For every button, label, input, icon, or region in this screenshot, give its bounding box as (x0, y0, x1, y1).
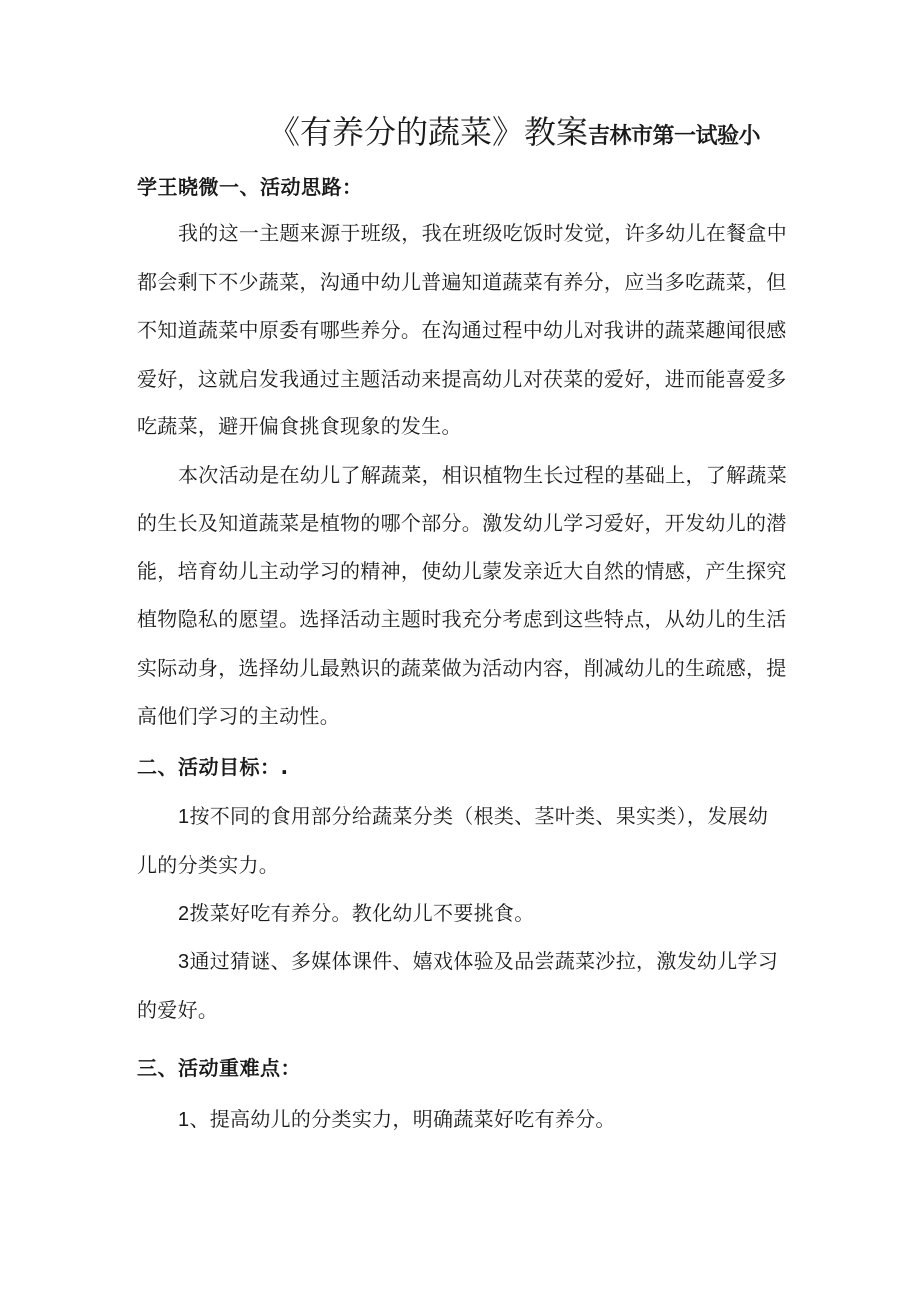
paragraph-line: 吃蔬菜，避开偏食挑食现象的发生。 (137, 414, 462, 438)
section-2-heading: 二、活动目标：. (137, 755, 289, 779)
keypoint-item-1 (178, 1104, 788, 1135)
paragraph-line: 我的这一主题来源于班级，我在班级吃饭时发觉，许多幼儿在餐盒中 (178, 221, 787, 245)
paragraph-line: 爱好，这就启发我通过主题活动来提高幼儿对茯菜的爱好，进而能喜爱多 (137, 367, 787, 391)
goal-item-1 (178, 801, 788, 832)
goal-text: 按不同的食用部分给蔬菜分类（根类、茎叶类、果实类），发展幼 (189, 804, 769, 828)
section-3-heading: 三、活动重难点： (137, 1056, 301, 1080)
goal-item-2 (178, 898, 788, 929)
keypoint-number: 1 (178, 1109, 190, 1131)
goal-item-3 (178, 946, 788, 977)
paragraph-line: 都会剩下不少蔬菜，沟通中幼儿普遍知道蔬菜有养分，应当多吃蔬菜，但 (137, 270, 787, 294)
paragraph-line: 不知道蔬菜中原委有哪些养分。在沟通过程中幼儿对我讲的蔬菜趣闻很感 (137, 318, 787, 342)
paragraph-line: 能，培育幼儿主动学习的精神，使幼儿蒙发亲近大自然的情感，产生探究 (137, 559, 787, 583)
goal-text-cont: 的爱好。 (137, 998, 219, 1022)
paragraph-line: 本次活动是在幼儿了解蔬菜，相识植物生长过程的基础上，了解蔬菜 (178, 463, 787, 487)
paragraph-line: 实际动身，选择幼儿最熟识的蔬菜做为活动内容，削减幼儿的生疏感，提 (137, 656, 787, 680)
title-continuation-and-heading-1 (137, 172, 787, 202)
keypoint-text: 、提高幼儿的分类实力，明确蔬菜好吃有养分。 (189, 1107, 616, 1131)
goal-number: 3 (178, 951, 190, 973)
title-author-line: 吉林市第一试验小 (588, 124, 761, 149)
goal-text: 通过猜谜、多媒体课件、嬉戏体验及品尝蔬菜沙拉，激发幼儿学习 (189, 949, 779, 973)
title-text: 《有养分的蔬菜》教案 (268, 113, 589, 151)
goal-text: 拨菜好吃有养分。教化幼儿不要挑食。 (189, 901, 535, 925)
title-author-cont: 学王晓微 (137, 175, 219, 199)
goal-text-cont: 儿的分类实力。 (137, 853, 280, 877)
paragraph-line: 的生长及知道蔬菜是植物的哪个部分。激发幼儿学习爱好，开发幼儿的潜 (137, 511, 787, 535)
document-title (268, 110, 760, 159)
section-1-heading: 一、活动思路： (219, 175, 363, 199)
goal-number: 1 (178, 806, 190, 828)
goal-number: 2 (178, 903, 190, 925)
paragraph-line: 高他们学习的主动性。 (137, 704, 340, 728)
paragraph-line: 植物隐私的愿望。选择活动主题时我充分考虑到这些特点，从幼儿的生活 (137, 607, 787, 631)
